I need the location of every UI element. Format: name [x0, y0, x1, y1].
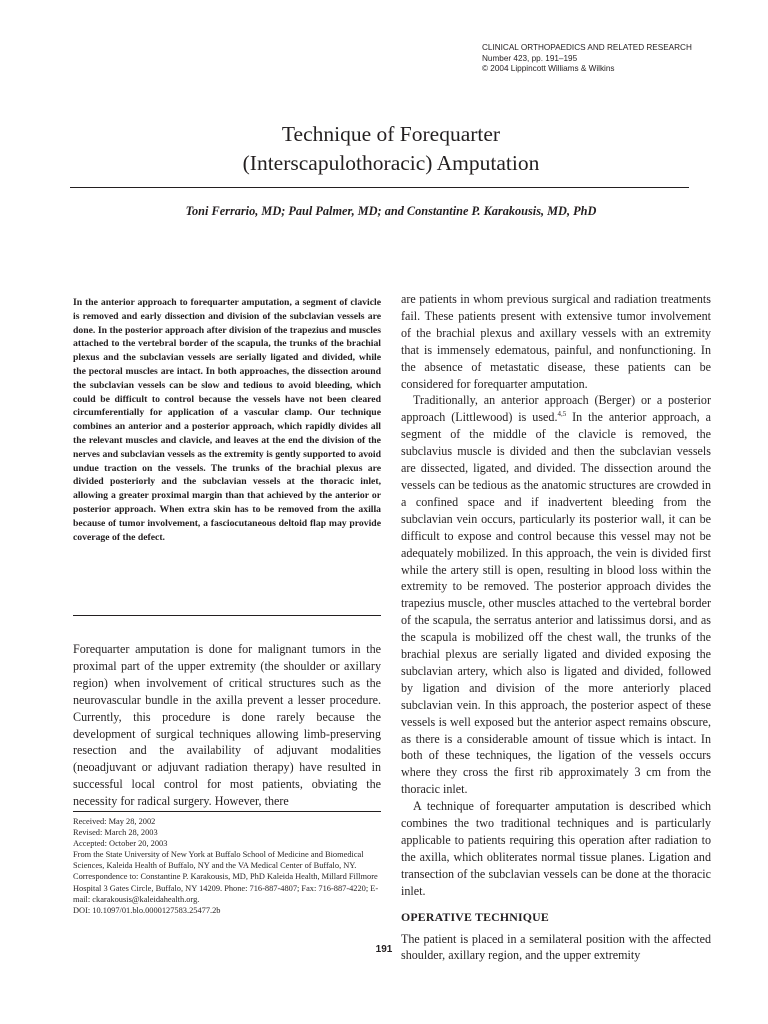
- paragraph-patients: are patients in whom previous surgical and radiation treatments fail. These patients present with extensive tumor involvement of the brachial plexus and axillary vessels with an extremity that is immensely edematous, painful, and nonfunctioning. In the absence of metastatic disease, these patients can be considered for forequarter amputation.: [401, 292, 711, 391]
- right-column: [401, 291, 711, 964]
- title-line-2: (Interscapulothoracic) Amputation: [242, 151, 540, 175]
- article-title: [70, 120, 712, 178]
- journal-name: CLINICAL ORTHOPAEDICS AND RELATED RESEARCH: [482, 43, 692, 52]
- abstract: [73, 296, 381, 544]
- received-date: Received: May 28, 2002: [73, 817, 156, 826]
- intro-paragraph: Forequarter amputation is done for malignant tumors in the proximal part of the upper extremity (the shoulder or axillary region) when involvement of critical structures such as the neurovascular bundle in the axilla prevent a lesser procedure. Currently, this procedure is done rarely because the development of surgical techniques allowing limb-preserving resection and the availability of adjuvant modalities (neoadjuvant or adjuvant radiation therapy) have resulted in successful local control for most patients, obviating the necessity for radical surgery. However, there: [73, 642, 381, 809]
- title-divider: [70, 187, 689, 188]
- abstract-text: In the anterior approach to forequarter amputation, a segment of clavicle is removed and early dissection and division of the subclavian vessels are done. In the posterior approach after division of the trapezius and muscles attached to the vertebral border of the scapula, the trunks of the brachial plexus and the subclavian vessels are serially ligated and divided, while the pectoral muscles are intact. In both approaches, the dissection around the subclavian vessels can be slow and tedious to avoid bleeding, which could be difficult to control because the vessels have not been cleared circumferentially for application of a vascular clamp. Our technique combines an anterior and a posterior approach, which rapidly divides all the relevant muscles and clavicle, and leaves at the end the division of the nerves and subclavian vessels as the extremity is gently supported to avoid undue traction on the vessels. The trunks of the brachial plexus are divided posteriorly and the subclavian vessels at the thoracic inlet, allowing a greater proximal margin than that achieved by the anterior or posterior approach. When extra skin has to be removed from the axilla because of tumor involvement, a fasciocutaneous deltoid flap may provide coverage of the defect.: [73, 297, 381, 543]
- article-footnotes: [73, 816, 383, 916]
- journal-copyright: © 2004 Lippincott Williams & Wilkins: [482, 64, 615, 73]
- correspondence-note: Correspondence to: Constantine P. Karakousis, MD, PhD Kaleida Health, Millard Fillmore Hospital 3 Gates Circle, Buffalo, NY 14209. Phone: 716-887-4807; Fax: 716-887-4220; E-mail: ckarakousis@kaleidahealth.org.: [73, 872, 379, 904]
- title-line-1: Technique of Forequarter: [281, 122, 501, 146]
- footnote-divider: [73, 811, 381, 812]
- page-number: 191: [375, 944, 393, 955]
- approaches-text-start: Traditionally, an anterior approach (Berger) or a posterior approach (Littlewood) is used.: [401, 393, 711, 425]
- paragraph-operative: The patient is placed in a semilateral position with the affected shoulder, axillary region, and the upper extremity: [401, 931, 711, 963]
- citation-superscript: 4,5: [557, 410, 567, 419]
- journal-issue: Number 423, pp. 191–195: [482, 53, 578, 63]
- intro-section: [73, 641, 381, 810]
- affiliation-note: From the State University of New York at Buffalo School of Medicine and Biomedical Sciences, Kaleida Health of Buffalo, NY and the VA Medical Center of Buffalo, NY.: [73, 850, 364, 871]
- revised-date: Revised: March 28, 2003: [73, 828, 158, 838]
- paragraph-technique: A technique of forequarter amputation is described which combines the two traditional techniques and is particularly applicable to patients requiring this operation after radiation to the axilla, which obliterates normal tissue planes. Ligation and transection of the subclavian vessels can be done at the thoracic inlet.: [401, 799, 711, 898]
- section-heading: OPERATIVE TECHNIQUE: [401, 909, 549, 924]
- accepted-date: Accepted: October 20, 2003: [73, 839, 168, 849]
- author-list: Toni Ferrario, MD; Paul Palmer, MD; and Constantine P. Karakousis, MD, PhD: [185, 204, 597, 218]
- paragraph-approaches: [401, 392, 711, 798]
- doi-note: DOI: 10.1097/01.blo.0000127583.25477.2b: [73, 905, 221, 915]
- journal-header: [482, 43, 752, 75]
- abstract-divider: [73, 615, 381, 616]
- approaches-text-rest: In the anterior approach, a segment of the middle of the clavicle is removed, the subclavius muscle is divided and then the subclavian vessels are dissected, ligated, and divided. The dissection around the vessels can be tedious as the anatomic structures are crowded in a confined space and if inadvertent bleeding from the subclavian vein occurs, particularly its posterior wall, it can be difficult to expose and control because this vessel may not be adequately mobilized. In this approach, the vein is divided first while the artery still is open, resulting in blood loss within the extremity to be removed. The posterior approach divides the trapezius muscle, other muscles attached to the vertebral border of the scapula, the serratus anterior and latissimus dorsi, and as the scapula is mobilized off the chest wall, the trunks of the brachial plexus are serially ligated and divided exposing the subclavian artery, which also is ligated and divided, followed by ligation and division of the more anteriorly placed subclavian vein. In this approach, the posterior aspect of these vessels is well exposed but the anterior aspect remains obscure, as there is a considerable amount of tissue which is intact. In both of these techniques, the ligation of the vessels occurs where they cross the first rib approximately 3 cm from the thoracic inlet.: [401, 410, 711, 797]
